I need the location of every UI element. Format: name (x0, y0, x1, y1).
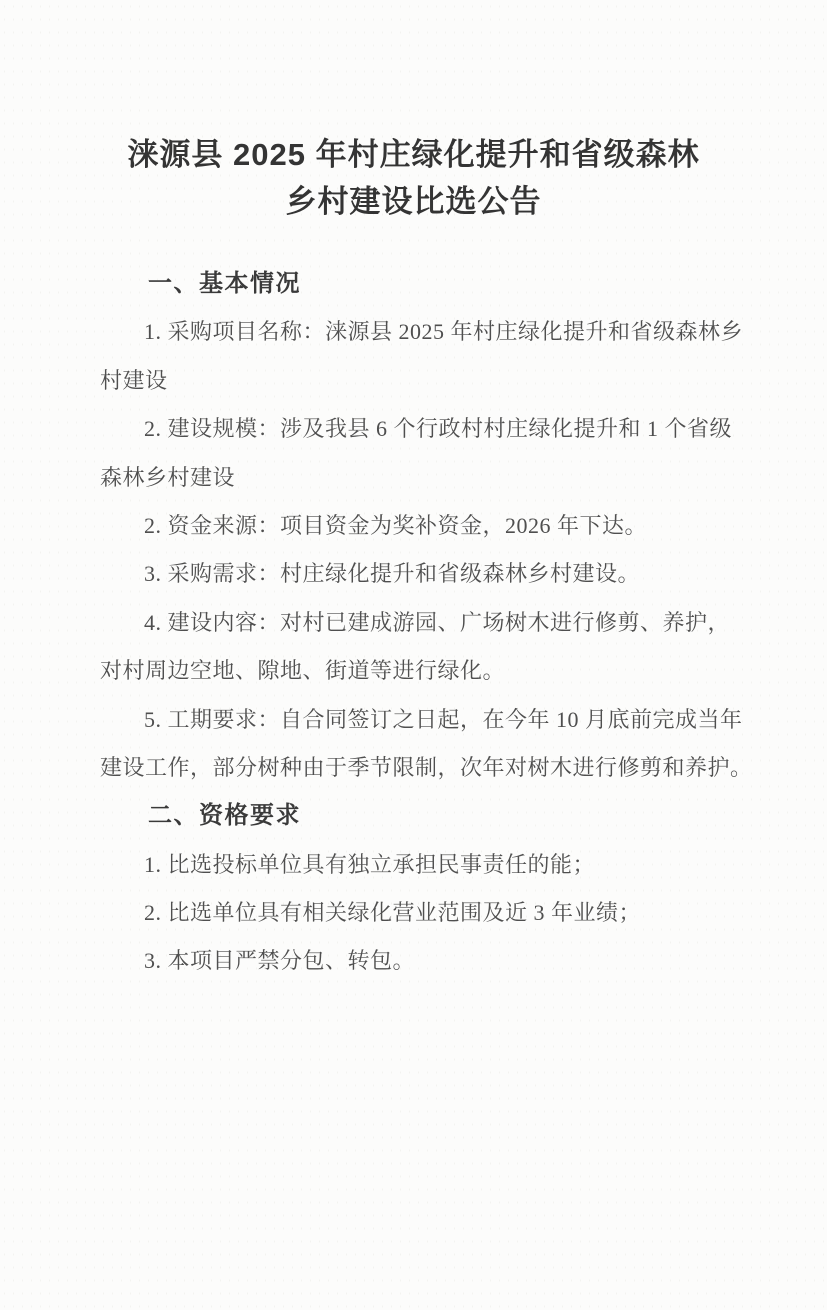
document-title (100, 131, 727, 225)
section-heading-qualification: 二、资格要求 (148, 803, 301, 830)
document-title-line-1: 涞源县 2025 年村庄绿化提升和省级森林 (127, 137, 700, 172)
paragraph-line-funding-source: 2. 资金来源：项目资金为奖补资金，2026 年下达。 (144, 512, 648, 538)
paragraph-line-schedule-requirement: 5. 工期要求：自合同签订之日起，在今年 10 月底前完成当年 (144, 706, 743, 732)
paragraph-line-schedule-requirement-cont: 建设工作，部分树种由于季节限制，次年对树木进行修剪和养护。 (100, 754, 753, 780)
paragraph-line-no-subcontract: 3. 本项目严禁分包、转包。 (144, 948, 416, 974)
document-body (100, 260, 753, 986)
document-page (0, 131, 827, 986)
paragraph-line-construction-content: 4. 建设内容：对村已建成游园、广场树木进行修剪、养护， (144, 609, 731, 635)
paragraph-line-construction-content-cont: 对村周边空地、隙地、街道等进行绿化。 (100, 658, 506, 684)
document-title-line-2: 乡村建设比选公告 (285, 184, 542, 219)
section-heading-basic-info: 一、基本情况 (148, 271, 301, 297)
paragraph-line-civil-liability: 1. 比选投标单位具有独立承担民事责任的能； (144, 851, 596, 877)
paragraph-line-procurement-name-cont: 村建设 (100, 367, 168, 393)
paragraph-line-procurement-name: 1. 采购项目名称：涞源县 2025 年村庄绿化提升和省级森林乡 (144, 319, 744, 345)
paragraph-line-procurement-demand: 3. 采购需求：村庄绿化提升和省级森林乡村建设。 (144, 561, 641, 587)
paragraph-line-business-scope: 2. 比选单位具有相关绿化营业范围及近 3 年业绩； (144, 900, 642, 926)
paragraph-line-construction-scale-cont: 森林乡村建设 (100, 464, 236, 490)
paragraph-line-construction-scale: 2. 建设规模：涉及我县 6 个行政村村庄绿化提升和 1 个省级 (144, 416, 733, 442)
